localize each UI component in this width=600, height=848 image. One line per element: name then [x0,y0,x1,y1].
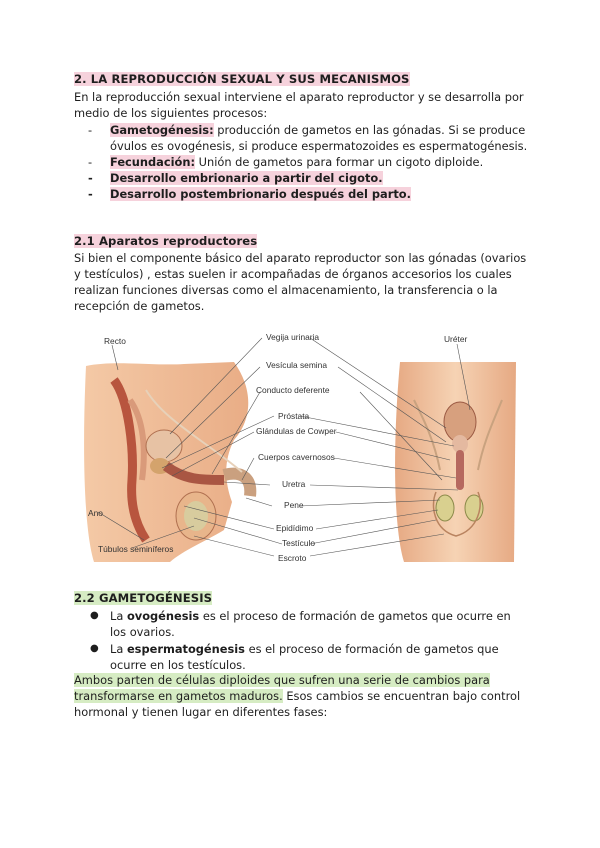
section-2-2-paragraph [74,672,534,720]
label-testiculo: Testículo [282,538,316,548]
gametogenesis-item-ovogenesis: ● La ovogénesis es el proceso de formación de gametos que ocurre en los ovarios. [90,609,511,639]
reproductive-system-figure [74,330,526,568]
dash-marker: - [88,155,93,169]
gametogenesis-list [88,608,528,673]
process-item-postembrionario [88,186,538,202]
gametogenesis-term: espermatogénesis [126,642,245,656]
process-list [88,122,538,202]
label-tubulos: Túbulos seminíferos [98,544,174,554]
label-recto: Recto [104,336,126,346]
section-2-1-title: 2.1 Aparatos reproductores [74,234,258,248]
label-ureter: Uréter [444,334,468,344]
process-text: producción de gametos en las gónadas. Si se produce óvulos es ovogénesis, si produce espermatozoides es espermatogénesis. [110,123,528,153]
process-item-embrionario [88,170,538,186]
section-2-1-text: Si bien el componente básico del aparato reproductor son las gónadas (ovarios y testículos) , estas suelen ir acompañadas de órganos accesorios los cuales realizan funciones diversas como el almacenamiento, la transferencia o la recepción de gametos. [74,251,527,313]
gametogenesis-term: ovogénesis [126,609,200,623]
label-cowper: Glándulas de Cowper [256,426,337,436]
highlighted-sentence: Ambos parten de células diploides que sufren una serie de cambios para transformarse en gametos maduros. [74,673,490,703]
process-item-fecundacion [88,154,538,170]
bullet-marker: ● [90,610,99,621]
section-2-2-title: 2.2 GAMETOGÉNESIS [74,591,213,605]
section-2-intro: En la reproducción sexual interviene el aparato reproductor y se desarrolla por medio de los siguientes procesos: [74,90,524,120]
frontal-view-illustration [395,362,516,562]
process-text: Desarrollo embrionario a partir del cigoto. [110,171,383,185]
dash-marker: - [88,171,93,185]
process-text: Unión de gametos para formar un cigoto diploide. [195,155,484,169]
process-term: Fecundación: [110,155,196,169]
sagittal-section-illustration [84,362,250,562]
dash-marker: - [88,123,93,137]
label-escroto: Escroto [278,553,307,563]
dash-marker: - [88,187,93,201]
process-text: Desarrollo postembrionario después del parto. [110,187,411,201]
gametogenesis-item-espermatogenesis: ● La espermatogénesis es el proceso de formación de gametos que ocurre en los testículos. [90,642,499,672]
label-uretra: Uretra [282,479,306,489]
process-item-gametogenesis [88,122,538,154]
label-vejiga: Vegija urinaria [266,332,320,342]
label-conducto: Conducto deferente [256,385,330,395]
label-prostata: Próstata [278,411,310,421]
bullet-marker: ● [90,643,99,654]
label-cuerpos: Cuerpos cavernosos [258,452,335,462]
paragraph-rest: Esos cambios se encuentran bajo control hormonal y tienen lugar en diferentes fases: [74,689,521,719]
process-term: Gametogénesis: [110,123,214,137]
label-vesicula: Vesícula semina [266,360,327,370]
label-ano: Ano [88,508,103,518]
section-2-title: 2. LA REPRODUCCIÓN SEXUAL Y SUS MECANISMOS [74,72,410,86]
label-pene: Pene [284,500,304,510]
label-epididimo: Epidídimo [276,523,314,533]
